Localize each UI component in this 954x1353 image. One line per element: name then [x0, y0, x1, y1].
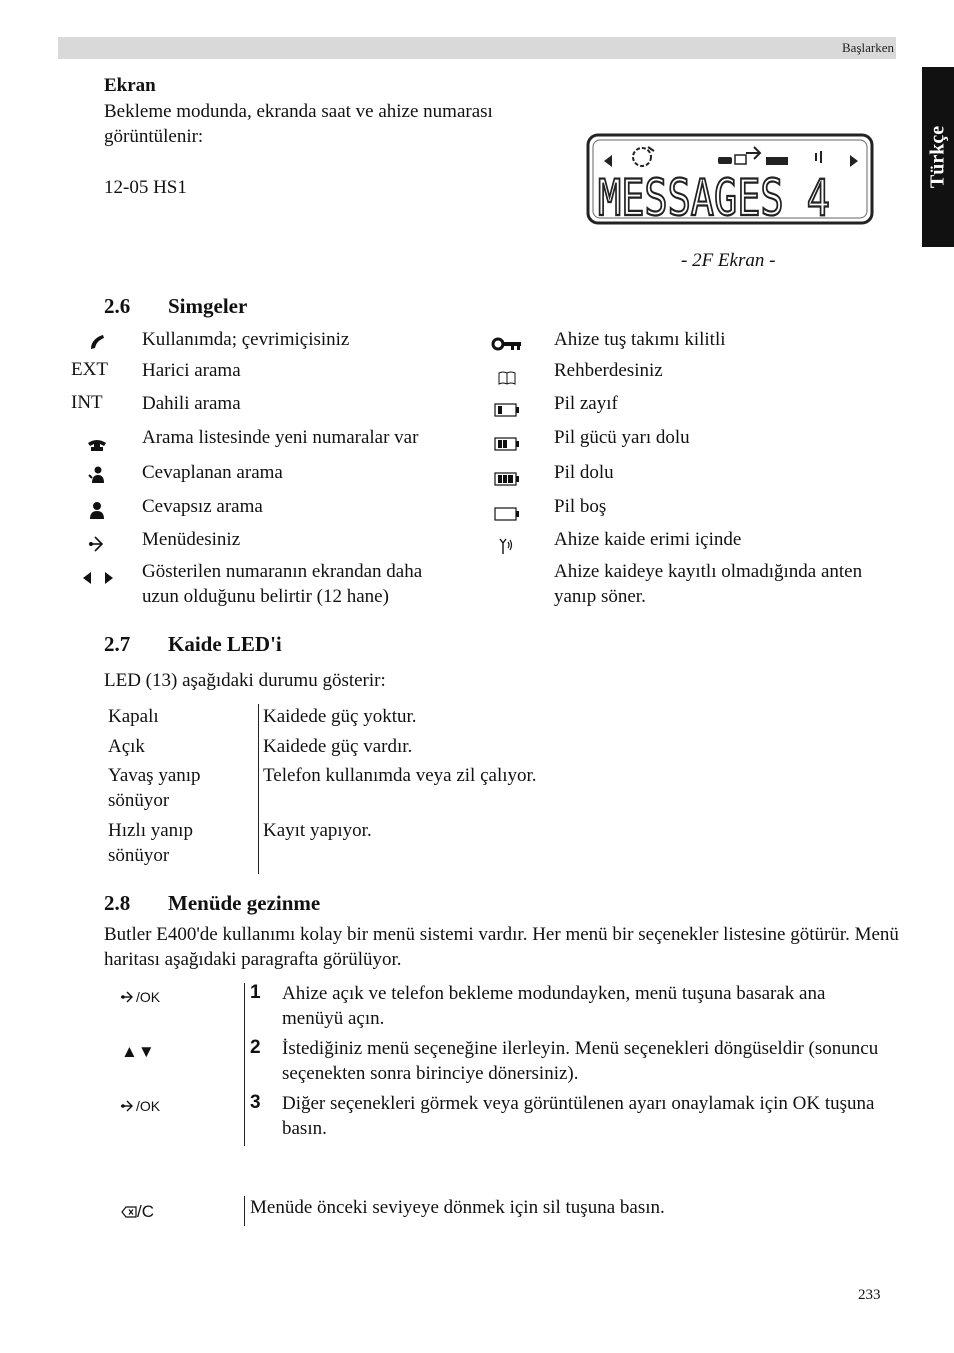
screen-example: 12-05 HS1 [104, 177, 187, 198]
screen-heading: Ekran [104, 75, 156, 96]
language-tab-label: Türkçe [926, 125, 949, 189]
symbol-text-keypad-locked: Ahize tuş takımı kilitli [554, 329, 726, 350]
step-number-2: 2 [250, 1037, 261, 1058]
led-meaning-slow-blink: Telefon kullanımda veya zil çalıyor. [263, 765, 537, 786]
clear-key-label: /C [137, 1202, 154, 1221]
answered-call-icon [82, 463, 112, 487]
section-number-2-8: 2.8 [104, 891, 131, 915]
menu-key-icon [120, 990, 136, 1004]
battery-low-icon [492, 398, 522, 422]
menu-ok-key [120, 989, 160, 1005]
symbol-text-answered: Cevaplanan arama [142, 462, 283, 483]
step-number-1: 1 [250, 982, 261, 1003]
symbol-text-in-range: Ahize kaide erimi içinde [554, 529, 742, 550]
back-text: Menüde önceki seviyeye dönmek için sil tuşuna basın. [250, 1197, 665, 1218]
led-table-divider [258, 704, 259, 874]
clear-key [121, 1202, 154, 1222]
section-title-menu: Menüde gezinme [168, 891, 321, 915]
symbol-text-new-numbers: Arama listesinde yeni numaralar var [142, 427, 419, 448]
book-icon [492, 366, 522, 390]
led-state-on: Açık [108, 736, 145, 757]
symbol-text-missed: Cevapsız arama [142, 496, 263, 517]
handset-icon [82, 330, 112, 354]
language-tab [922, 67, 954, 247]
int-label: INT [71, 392, 103, 413]
menu-key-icon-2 [120, 1099, 136, 1113]
antenna-icon [492, 534, 522, 558]
symbol-text-external: Harici arama [142, 360, 241, 381]
symbol-text-menu: Menüdesiniz [142, 529, 241, 550]
lcd-text: MESSAGES 4 [598, 169, 830, 225]
menu-ok-key-label-2: /OK [136, 1098, 161, 1114]
display-caption: - 2F Ekran - [681, 250, 776, 271]
led-state-fast-blink: Hızlı yanıp sönüyor [108, 820, 193, 866]
battery-half-icon [492, 432, 522, 456]
section-title-symbols: Simgeler [168, 294, 248, 318]
step-text-2: İstediğiniz menü seçeneğine ilerleyin. Menü seçenekleri döngüseldir (sonuncu seçenekten sonra birinciye dönersiniz). [282, 1038, 879, 1084]
page-number: 233 [858, 1287, 881, 1303]
arrows-icon [80, 566, 118, 590]
phone-list-icon [82, 433, 112, 457]
section-number-2-6: 2.6 [104, 294, 131, 318]
section-title-led: Kaide LED'i [168, 632, 282, 656]
menu-ok-key-2 [120, 1098, 160, 1114]
up-down-keys: ▲▼ [121, 1042, 155, 1061]
menu-icon [82, 532, 112, 556]
key-icon [490, 332, 524, 356]
menu-intro: Butler E400'de kullanımı kolay bir menü sistemi vardır. Her menü bir seçenekler listesine götürür. Menü haritası aşağıdaki paragrafta görülüyor. [104, 924, 899, 970]
menu-ok-key-label: /OK [136, 989, 161, 1005]
symbol-text-battery-full: Pil dolu [554, 462, 614, 483]
back-divider [244, 1196, 245, 1226]
step-text-1: Ahize açık ve telefon bekleme modundayken, menü tuşuna basarak ana menüyü açın. [282, 983, 826, 1029]
screen-description: Bekleme modunda, ekranda saat ve ahize numarası görüntülenir: [104, 101, 493, 147]
battery-empty-icon [492, 502, 522, 526]
led-meaning-fast-blink: Kayıt yapıyor. [263, 820, 372, 841]
symbol-text-internal: Dahili arama [142, 393, 241, 414]
symbol-text-online: Kullanımda; çevrimiçisiniz [142, 329, 350, 350]
symbol-text-battery-empty: Pil boş [554, 496, 607, 517]
clear-key-icon [121, 1204, 137, 1220]
header-bar [58, 37, 896, 59]
led-intro: LED (13) aşağıdaki durumu gösterir: [104, 670, 386, 691]
symbol-text-long-number: Gösterilen numaranın ekrandan daha uzun olduğunu belirtir (12 hane) [142, 561, 423, 607]
section-header: Başlarken [842, 40, 894, 55]
led-state-off: Kapalı [108, 706, 159, 727]
led-meaning-off: Kaidede güç yoktur. [263, 706, 417, 727]
led-state-slow-blink: Yavaş yanıp sönüyor [108, 765, 201, 811]
missed-call-icon [82, 498, 112, 522]
symbol-text-battery-low: Pil zayıf [554, 393, 618, 414]
step-text-3: Diğer seçenekleri görmek veya görüntülenen ayarı onaylamak için OK tuşuna basın. [282, 1093, 875, 1139]
led-meaning-on: Kaidede güç vardır. [263, 736, 413, 757]
battery-full-icon [492, 467, 522, 491]
menu-steps-divider [244, 983, 245, 1146]
symbol-text-phonebook: Rehberdesiniz [554, 360, 663, 381]
section-number-2-7: 2.7 [104, 632, 131, 656]
step-number-3: 3 [250, 1092, 261, 1113]
symbol-text-battery-half: Pil gücü yarı dolu [554, 427, 690, 448]
lcd-display [586, 133, 874, 225]
ext-label: EXT [71, 359, 108, 380]
symbol-text-antenna-blink: Ahize kaideye kayıtlı olmadığında anten yanıp söner. [554, 561, 863, 607]
